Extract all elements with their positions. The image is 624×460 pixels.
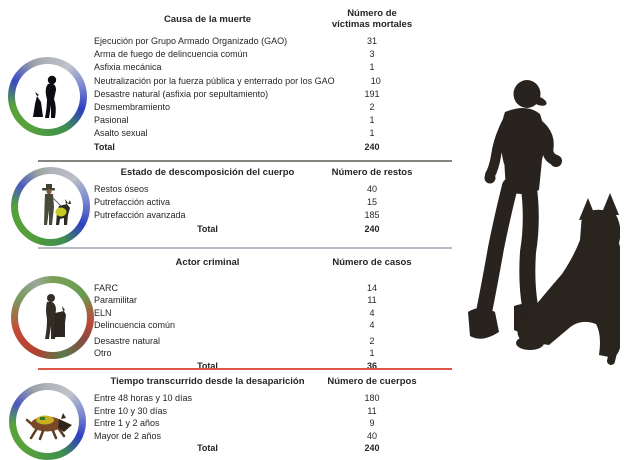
- statue-image: [450, 56, 620, 401]
- table-title: Estado de descomposición del cuerpo: [120, 167, 295, 178]
- table-title: Tiempo transcurrido desde la desaparición: [110, 376, 305, 387]
- row-value: 10: [370, 75, 381, 86]
- row-label: Ejecución por Grupo Armado Organizado (GAO): [94, 36, 288, 46]
- row-value: 40: [366, 430, 377, 441]
- table-value-header: Número de restos: [331, 167, 413, 178]
- row-label: Entre 48 horas y 10 días: [94, 393, 193, 403]
- running-dog-glyph: [20, 394, 76, 450]
- table-row: [88, 335, 417, 347]
- table-header: [88, 257, 417, 268]
- total-label: Total: [197, 360, 218, 371]
- table-row: [88, 417, 417, 430]
- table-row: [88, 319, 417, 331]
- row-label: ELN: [94, 307, 112, 318]
- row-value: 4: [369, 307, 375, 318]
- row-value: 4: [369, 319, 375, 330]
- handler-dog-vest-icon: [11, 167, 90, 246]
- row-label: Mayor de 2 años: [94, 430, 162, 441]
- statue-mini-glyph: [24, 289, 82, 347]
- table-row: [88, 347, 417, 359]
- total-label: Total: [197, 443, 218, 454]
- table-row: [88, 209, 417, 222]
- row-label: Entre 10 y 30 días: [94, 405, 168, 416]
- row-value: 1: [369, 115, 375, 126]
- row-label: Desmembramiento: [94, 102, 171, 113]
- table-value-header: Número de cuerpos: [327, 376, 417, 387]
- total-label: Total: [94, 141, 115, 152]
- person-with-dog-glyph: [20, 69, 76, 125]
- table-row: [88, 88, 417, 101]
- table-total-row: [88, 141, 417, 154]
- table-row: [88, 294, 417, 306]
- table-total-row: [88, 223, 417, 236]
- row-label: Delincuencia común: [94, 319, 176, 330]
- row-value: 191: [364, 88, 380, 99]
- search-dog-running-icon: [9, 383, 86, 460]
- table-header: [88, 8, 417, 30]
- table-value-header: Número de casos: [332, 257, 412, 268]
- handler-dog-silhouette-icon: [8, 57, 87, 136]
- total-value: 240: [364, 443, 380, 454]
- table-row: [88, 307, 417, 319]
- divider: [38, 160, 452, 162]
- table-row: [88, 35, 417, 48]
- row-value: 31: [366, 36, 377, 46]
- row-label: Entre 1 y 2 años: [94, 418, 160, 429]
- row-label: Desastre natural: [94, 336, 161, 347]
- statue-handler-dog-icon: [11, 276, 94, 359]
- table-row: [88, 392, 417, 405]
- divider: [38, 247, 452, 249]
- table-row: [88, 405, 417, 418]
- row-value: 185: [364, 210, 380, 221]
- row-label: Restos óseos: [94, 184, 149, 194]
- row-value: 1: [369, 348, 375, 359]
- table-causa-de-la-muerte: [88, 8, 417, 154]
- row-label: Asalto sexual: [94, 128, 148, 139]
- row-value: 9: [369, 418, 375, 429]
- table-tiempo-transcurrido: [88, 376, 417, 455]
- table-actor-criminal: [88, 257, 417, 372]
- table-title: Actor criminal: [175, 257, 240, 268]
- divider: [38, 368, 452, 370]
- row-value: 15: [366, 197, 377, 208]
- table-row: [88, 101, 417, 114]
- row-value: 3: [369, 49, 375, 60]
- row-label: Putrefacción activa: [94, 197, 171, 208]
- row-value: 40: [366, 184, 377, 194]
- table-total-row: [88, 442, 417, 455]
- row-value: 2: [369, 336, 375, 347]
- total-label: Total: [197, 223, 218, 234]
- row-value: 1: [369, 128, 375, 139]
- table-header: [88, 376, 417, 387]
- total-value: 240: [364, 223, 380, 234]
- row-label: Asfixia mecánica: [94, 62, 162, 73]
- row-value: 11: [367, 405, 377, 416]
- table-value-header: Número de víctimas mortales: [331, 8, 413, 30]
- table-header: [88, 167, 417, 178]
- table-row: [88, 75, 417, 88]
- row-label: Paramilitar: [94, 295, 138, 306]
- table-row: [88, 430, 417, 443]
- table-estado-descomposicion: [88, 167, 417, 236]
- row-label: Neutralización por la fuerza pública y enterrado por los GAO: [94, 75, 335, 86]
- table-row: [88, 48, 417, 61]
- total-value: 240: [364, 141, 380, 152]
- row-label: FARC: [94, 283, 119, 293]
- row-value: 1: [369, 62, 375, 73]
- row-label: Putrefacción avanzada: [94, 210, 186, 221]
- handler-with-vest-dog-glyph: [23, 179, 79, 235]
- row-value: 2: [369, 102, 375, 113]
- table-total-row: [88, 360, 417, 372]
- row-label: Arma de fuego de delincuencia común: [94, 49, 248, 60]
- total-value: 36: [366, 360, 377, 371]
- table-row: [88, 196, 417, 209]
- row-label: Otro: [94, 348, 112, 359]
- table-row: [88, 282, 417, 294]
- table-row: [88, 114, 417, 127]
- table-row: [88, 61, 417, 74]
- row-label: Desastre natural (asfixia por sepultamiento): [94, 88, 269, 99]
- row-value: 14: [366, 283, 377, 293]
- table-row: [88, 183, 417, 196]
- row-value: 11: [367, 295, 377, 306]
- row-value: 180: [364, 393, 380, 403]
- table-title: Causa de la muerte: [163, 13, 252, 25]
- table-row: [88, 127, 417, 140]
- row-label: Pasional: [94, 115, 129, 126]
